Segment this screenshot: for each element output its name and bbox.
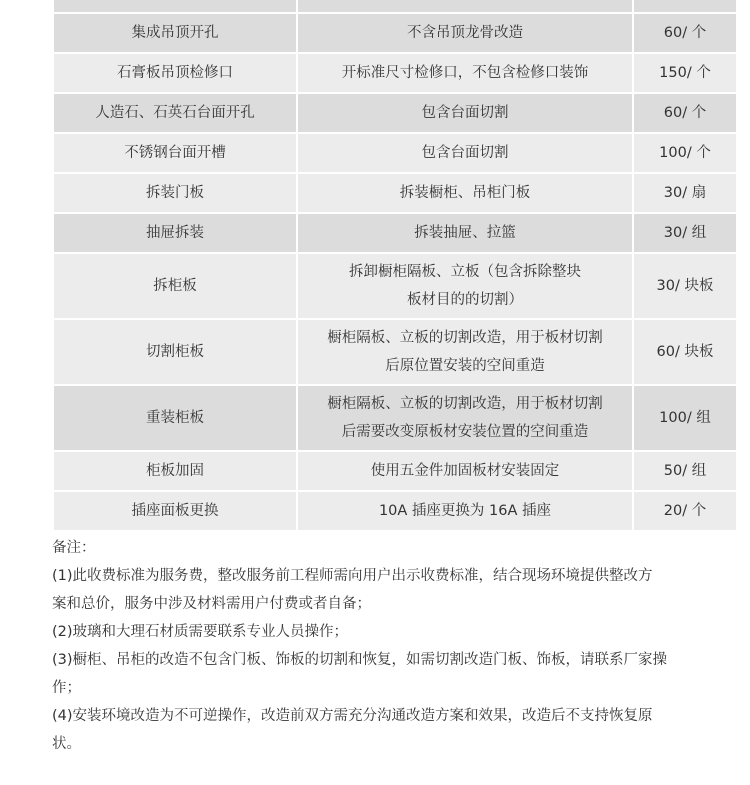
desc-line: 后需要改变原板材安装位置的空间重造 <box>341 424 589 440</box>
table-row <box>53 173 737 213</box>
desc-cell: 10A 插座更换为 16A 插座 <box>297 491 633 531</box>
item-cell: 拆柜板 <box>53 253 297 319</box>
price-cell <box>633 0 737 13</box>
item-cell: 集成吊顶开孔 <box>53 13 297 53</box>
item-cell: 抽屉拆装 <box>53 213 297 253</box>
fee-table <box>52 0 738 532</box>
item-cell: 不锈钢台面开槽 <box>53 133 297 173</box>
item-cell: 拆装门板 <box>53 173 297 213</box>
desc-cell <box>297 253 633 319</box>
desc-cell <box>297 0 633 13</box>
item-cell: 插座面板更换 <box>53 491 297 531</box>
price-cell: 30/ 组 <box>633 213 737 253</box>
fee-table-container <box>52 0 714 532</box>
table-row <box>53 385 737 451</box>
note-line: (1)此收费标准为服务费，整改服务前工程师需向用户出示收费标准，结合现场环境提供整改方 <box>52 568 653 584</box>
desc-cell: 使用五金件加固板材安装固定 <box>297 451 633 491</box>
table-row <box>53 53 737 93</box>
item-cell: 切割柜板 <box>53 319 297 385</box>
notes-heading: 备注： <box>52 540 96 556</box>
desc-line: 拆卸橱柜隔板、立板（包含拆除整块 <box>349 264 581 280</box>
desc-line: 后原位置安装的空间重造 <box>385 358 545 374</box>
desc-cell: 包含台面切割 <box>297 93 633 133</box>
table-row <box>53 133 737 173</box>
note-line: 案和总价，服务中涉及材料需用户付费或者自备； <box>52 596 371 612</box>
price-cell: 30/ 块板 <box>633 253 737 319</box>
desc-cell <box>297 385 633 451</box>
table-row <box>53 93 737 133</box>
desc-cell: 不含吊顶龙骨改造 <box>297 13 633 53</box>
price-cell: 100/ 个 <box>633 133 737 173</box>
item-cell: 石膏板吊顶检修口 <box>53 53 297 93</box>
price-cell: 100/ 组 <box>633 385 737 451</box>
note-line: (3)橱柜、吊柜的改造不包含门板、饰板的切割和恢复，如需切割改造门板、饰板，请联系厂家操 <box>52 652 668 668</box>
item-cell: 柜板加固 <box>53 451 297 491</box>
desc-line: 板材目的的切割） <box>407 292 523 308</box>
desc-line: 橱柜隔板、立板的切割改造，用于板材切割 <box>327 396 603 412</box>
note-line: (4)安装环境改造为不可逆操作，改造前双方需充分沟通改造方案和效果，改造后不支持恢复原 <box>52 708 653 724</box>
desc-cell: 开标准尺寸检修口，不包含检修口装饰 <box>297 53 633 93</box>
desc-cell <box>297 319 633 385</box>
note-line: (2)玻璃和大理石材质需要联系专业人员操作； <box>52 624 349 640</box>
item-cell: 重装柜板 <box>53 385 297 451</box>
price-cell: 30/ 扇 <box>633 173 737 213</box>
table-row <box>53 451 737 491</box>
table-row <box>53 319 737 385</box>
price-cell: 60/ 块板 <box>633 319 737 385</box>
table-row <box>53 213 737 253</box>
desc-cell: 包含台面切割 <box>297 133 633 173</box>
price-cell: 50/ 组 <box>633 451 737 491</box>
notes-section <box>52 534 712 758</box>
price-cell: 20/ 个 <box>633 491 737 531</box>
desc-cell: 拆装橱柜、吊柜门板 <box>297 173 633 213</box>
note-line: 作； <box>52 680 81 696</box>
price-cell: 60/ 个 <box>633 93 737 133</box>
price-cell: 150/ 个 <box>633 53 737 93</box>
table-row <box>53 491 737 531</box>
desc-cell: 拆装抽屉、拉篮 <box>297 213 633 253</box>
note-line: 状。 <box>52 736 81 752</box>
table-row <box>53 253 737 319</box>
price-cell: 60/ 个 <box>633 13 737 53</box>
table-row <box>53 13 737 53</box>
item-cell <box>53 0 297 13</box>
item-cell: 人造石、石英石台面开孔 <box>53 93 297 133</box>
desc-line: 橱柜隔板、立板的切割改造，用于板材切割 <box>327 330 603 346</box>
table-row <box>53 0 737 13</box>
